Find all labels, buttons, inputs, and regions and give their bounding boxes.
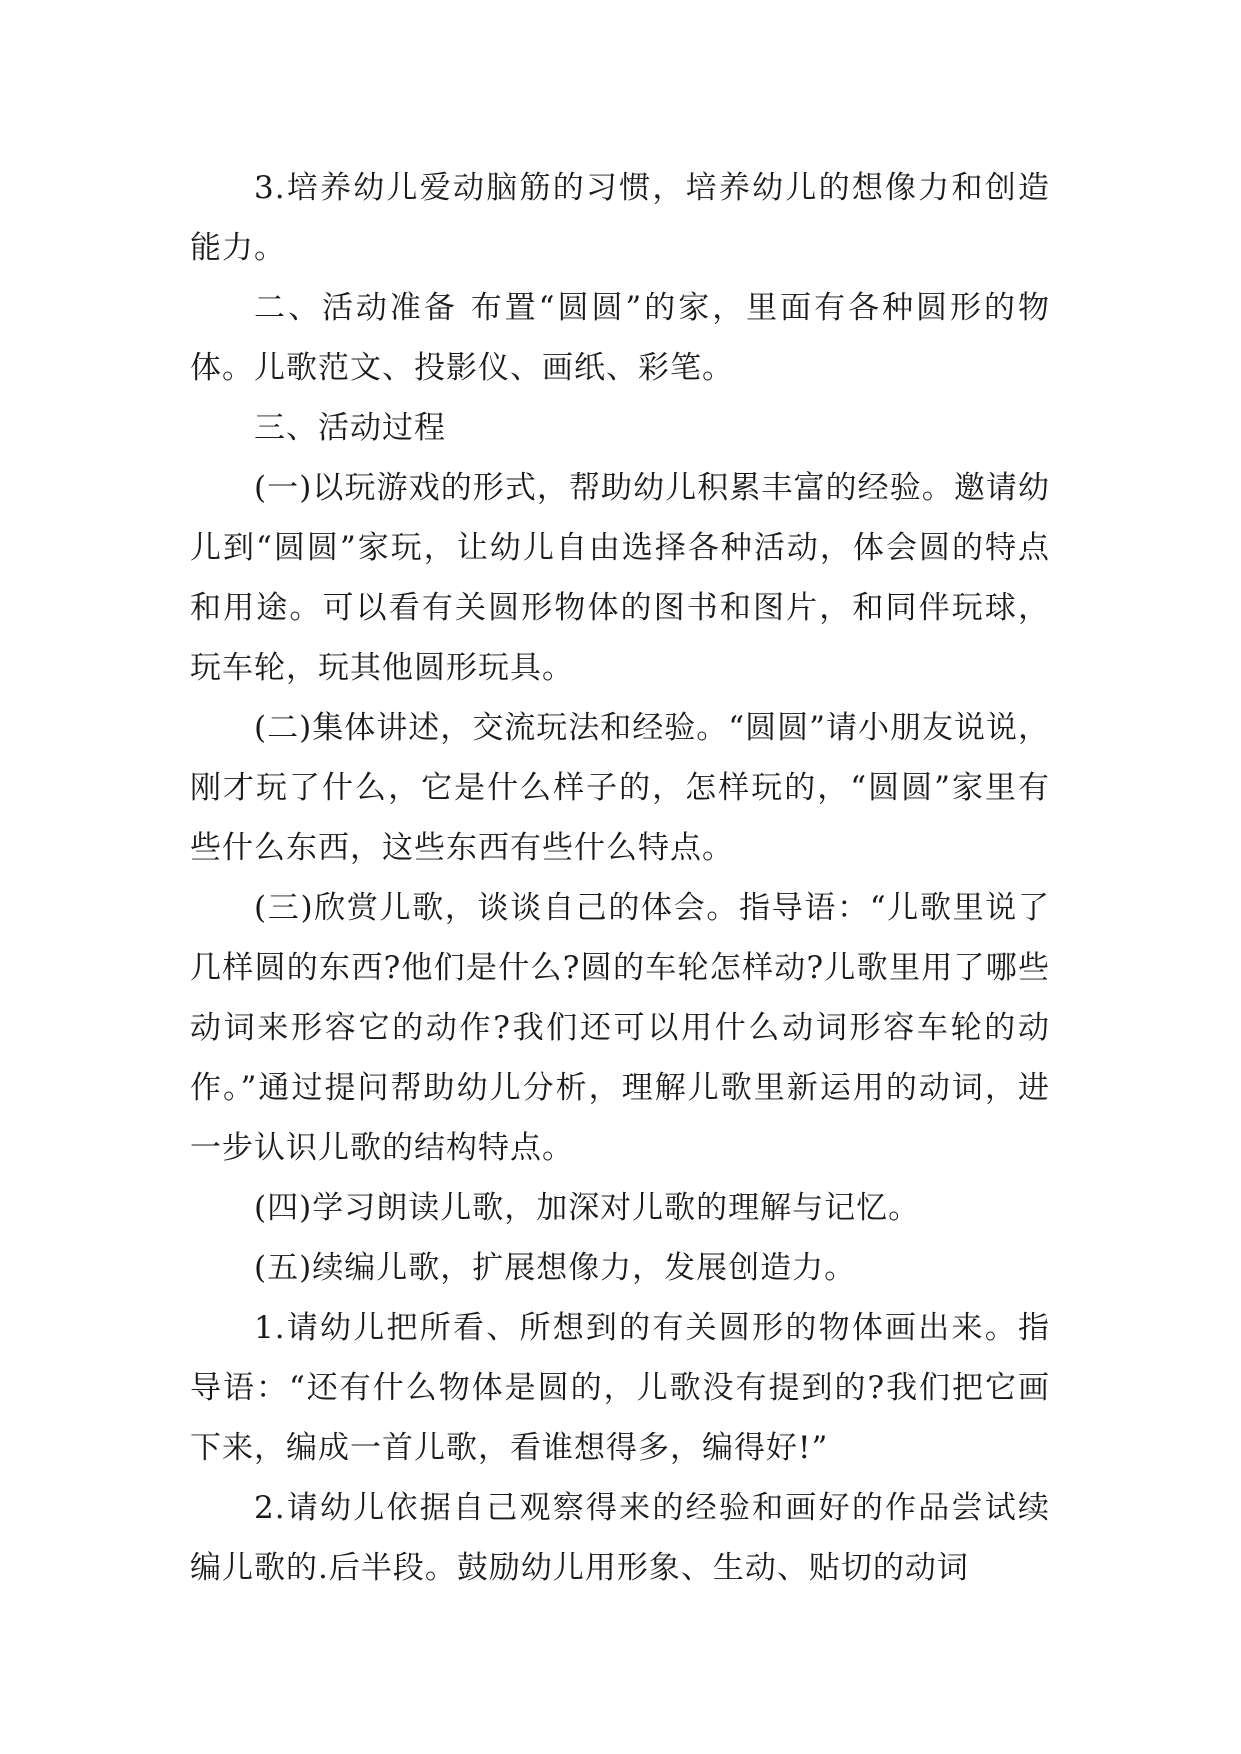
paragraph-goal-3: 3.培养幼儿爱动脑筋的习惯，培养幼儿的想像力和创造能力。	[190, 170, 1050, 266]
paragraph-substep-1: 1.请幼儿把所看、所想到的有关圆形的物体画出来。指导语：“还有什么物体是圆的，儿歌没有提到的?我们把它画下来，编成一首儿歌，看谁想得多，编得好!”	[190, 1310, 1050, 1466]
paragraph-process-heading: 三、活动过程	[254, 410, 446, 446]
document-body	[190, 158, 1050, 1598]
paragraph-step-3: (三)欣赏儿歌，谈谈自己的体会。指导语：“儿歌里说了几样圆的东西?他们是什么?圆的车轮怎样动?儿歌里用了哪些动词来形容它的动作?我们还可以用什么动词形容车轮的动作。”通过提问帮助幼儿分析，理解儿歌里新运用的动词，进一步认识儿歌的结构特点。	[190, 890, 1050, 1166]
paragraph-step-5: (五)续编儿歌，扩展想像力，发展创造力。	[254, 1250, 857, 1286]
paragraph-step-2: (二)集体讲述，交流玩法和经验。“圆圆”请小朋友说说，刚才玩了什么，它是什么样子的，怎样玩的，“圆圆”家里有些什么东西，这些东西有些什么特点。	[190, 710, 1050, 866]
paragraph-substep-2: 2.请幼儿依据自己观察得来的经验和画好的作品尝试续编儿歌的.后半段。鼓励幼儿用形象、生动、贴切的动词	[190, 1490, 1050, 1586]
paragraph-step-4: (四)学习朗读儿歌，加深对儿歌的理解与记忆。	[254, 1190, 921, 1226]
paragraph-preparation: 二、活动准备 布置“圆圆”的家，里面有各种圆形的物体。儿歌范文、投影仪、画纸、彩笔。	[190, 290, 1050, 386]
paragraph-step-1: (一)以玩游戏的形式，帮助幼儿积累丰富的经验。邀请幼儿到“圆圆”家玩，让幼儿自由选择各种活动，体会圆的特点和用途。可以看有关圆形物体的图书和图片，和同伴玩球，玩车轮，玩其他圆形玩具。	[190, 470, 1050, 686]
